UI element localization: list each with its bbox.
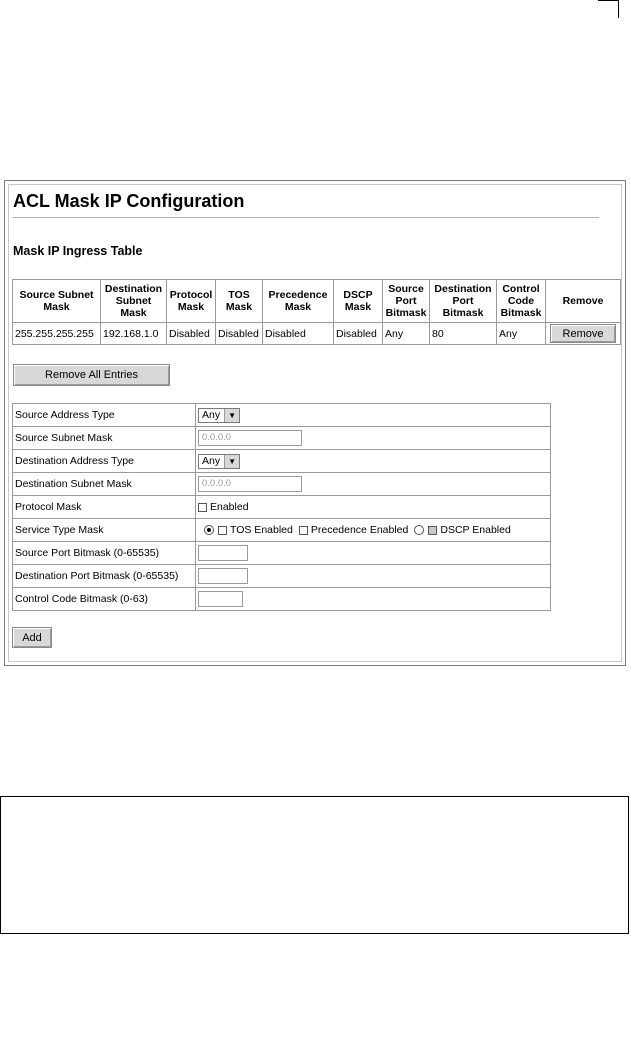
col-control-code-bitmask: Control Code Bitmask	[497, 280, 546, 323]
precedence-enabled-label: Precedence Enabled	[310, 524, 409, 537]
col-source-port-bitmask: Source Port Bitmask	[383, 280, 430, 323]
protocol-mask-cell	[196, 496, 551, 519]
source-port-bitmask-input[interactable]	[198, 545, 248, 561]
control-code-bitmask-label: Control Code Bitmask (0-63)	[13, 588, 196, 611]
destination-address-type-label: Destination Address Type	[13, 450, 196, 473]
form-row-source-subnet-mask	[13, 427, 551, 450]
dscp-enabled-checkbox[interactable]	[428, 526, 437, 535]
source-address-type-select[interactable]	[198, 408, 240, 423]
form-row-protocol-mask	[13, 496, 551, 519]
dropdown-arrow-icon: ▼	[224, 409, 239, 422]
cell-destination-subnet-mask: 192.168.1.0	[101, 323, 167, 345]
add-button[interactable]: Add	[12, 627, 52, 648]
section-title: Mask IP Ingress Table	[13, 244, 143, 258]
dropdown-arrow-icon: ▼	[224, 455, 239, 468]
destination-address-type-select[interactable]	[198, 454, 240, 469]
service-type-mask-cell	[196, 519, 551, 542]
col-source-subnet-mask: Source Subnet Mask	[13, 280, 101, 323]
destination-port-bitmask-input[interactable]	[198, 568, 248, 584]
source-port-bitmask-label: Source Port Bitmask (0-65535)	[13, 542, 196, 565]
destination-address-type-value: Any	[202, 455, 221, 467]
form-row-control-code-bitmask	[13, 588, 551, 611]
control-code-bitmask-input[interactable]	[198, 591, 243, 607]
col-destination-subnet-mask: Destination Subnet Mask	[101, 280, 167, 323]
protocol-mask-checkbox[interactable]	[198, 503, 207, 512]
cell-source-port-bitmask: Any	[383, 323, 430, 345]
mask-config-form	[12, 403, 551, 611]
service-type-mask-label: Service Type Mask	[13, 519, 196, 542]
cell-control-code-bitmask: Any	[497, 323, 546, 345]
source-subnet-mask-input[interactable]: 0.0.0.0	[198, 430, 302, 446]
cell-precedence-mask: Disabled	[263, 323, 334, 345]
cell-remove	[546, 323, 621, 345]
dscp-enabled-label: DSCP Enabled	[440, 524, 511, 537]
protocol-mask-label: Protocol Mask	[13, 496, 196, 519]
form-row-destination-subnet-mask	[13, 473, 551, 496]
destination-subnet-mask-label: Destination Subnet Mask	[13, 473, 196, 496]
table-header-row	[13, 280, 621, 323]
col-destination-port-bitmask: Destination Port Bitmask	[430, 280, 497, 323]
cell-source-subnet-mask: 255.255.255.255	[13, 323, 101, 345]
col-protocol-mask: Protocol Mask	[167, 280, 216, 323]
mask-ip-ingress-table	[12, 279, 621, 345]
source-address-type-cell	[196, 404, 551, 427]
cell-destination-port-bitmask: 80	[430, 323, 497, 345]
title-divider	[13, 217, 599, 218]
source-port-bitmask-cell	[196, 542, 551, 565]
table-row	[13, 323, 621, 345]
source-subnet-mask-cell	[196, 427, 551, 450]
page-title: ACL Mask IP Configuration	[13, 191, 245, 211]
form-row-destination-address-type	[13, 450, 551, 473]
remove-entry-button[interactable]: Remove	[550, 324, 616, 343]
precedence-enabled-checkbox[interactable]	[299, 526, 308, 535]
destination-subnet-mask-cell	[196, 473, 551, 496]
cell-dscp-mask: Disabled	[334, 323, 383, 345]
col-remove: Remove	[546, 280, 621, 323]
form-row-service-type-mask	[13, 519, 551, 542]
bottom-text-box	[0, 796, 629, 934]
service-type-tos-precedence-radio[interactable]	[204, 525, 214, 535]
destination-subnet-mask-input[interactable]: 0.0.0.0	[198, 476, 302, 492]
service-type-dscp-radio[interactable]	[414, 525, 424, 535]
col-precedence-mask: Precedence Mask	[263, 280, 334, 323]
page-corner-mark	[598, 0, 619, 18]
destination-port-bitmask-label: Destination Port Bitmask (0-65535)	[13, 565, 196, 588]
remove-all-entries-button[interactable]: Remove All Entries	[13, 364, 170, 386]
form-row-source-address-type	[13, 404, 551, 427]
tos-enabled-checkbox[interactable]	[218, 526, 227, 535]
cell-tos-mask: Disabled	[216, 323, 263, 345]
destination-port-bitmask-cell	[196, 565, 551, 588]
source-address-type-value: Any	[202, 409, 221, 421]
protocol-mask-enabled-label: Enabled	[210, 501, 249, 514]
form-row-destination-port-bitmask	[13, 565, 551, 588]
cell-protocol-mask: Disabled	[167, 323, 216, 345]
tos-enabled-label: TOS Enabled	[230, 524, 293, 537]
source-subnet-mask-label: Source Subnet Mask	[13, 427, 196, 450]
source-address-type-label: Source Address Type	[13, 404, 196, 427]
col-dscp-mask: DSCP Mask	[334, 280, 383, 323]
acl-mask-ip-panel	[4, 180, 626, 666]
col-tos-mask: TOS Mask	[216, 280, 263, 323]
control-code-bitmask-cell	[196, 588, 551, 611]
destination-address-type-cell	[196, 450, 551, 473]
form-row-source-port-bitmask	[13, 542, 551, 565]
